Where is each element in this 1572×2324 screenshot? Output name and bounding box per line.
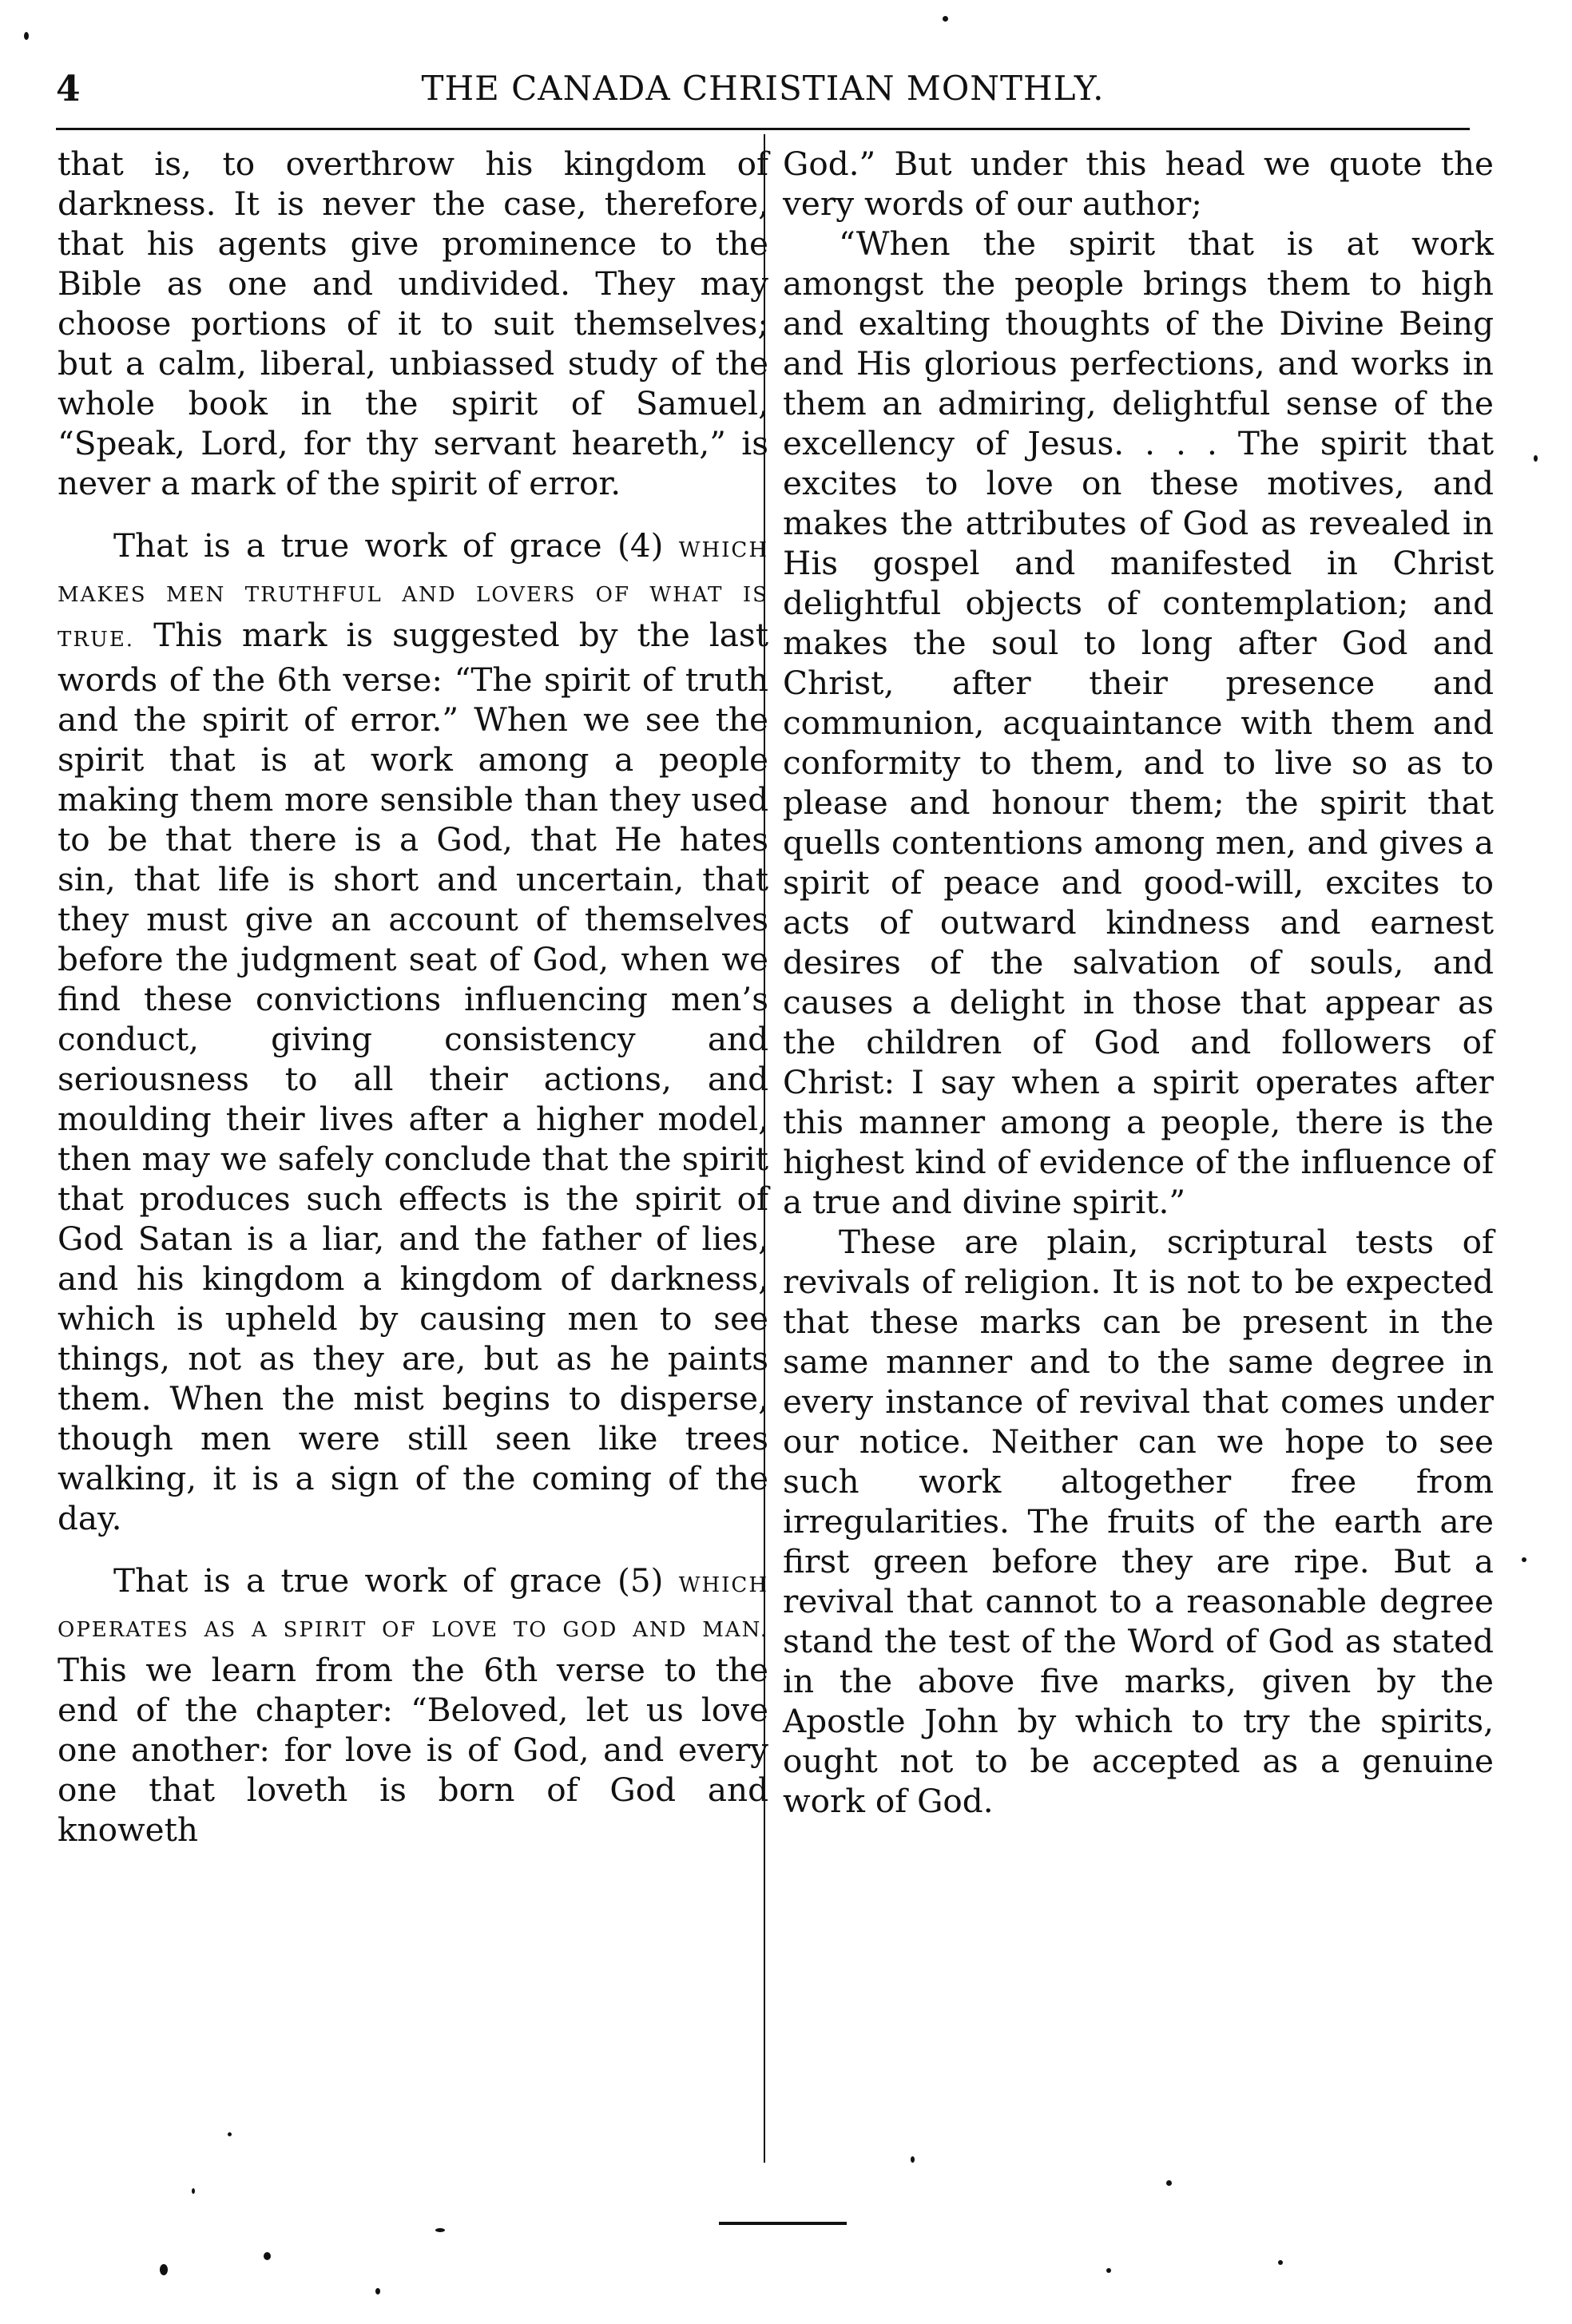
scan-speck bbox=[264, 2252, 271, 2260]
quoted-paragraph: “When the spirit that is at work amongst the people brings them to high and exalting thoughts of the Divine Being and His glorious perfections, and works in them an admiring, delightful sense of the excellency of Jesus. . . . The spirit that excites to love on these motives, and makes the attributes of God as revealed in His gospel and manifested in Christ delightful objects of contemplation; and makes the soul to long after God and Christ, after their presence and communion, acquaintance with them and conformity to them, and to live so as to please and honour them; the spirit that quells contentions among men, and gives a spirit of peace and good-will, excites to acts of outward kindness and earnest desires of the salvation of souls, and causes a delight in those that appear as the children of God and followers of Christ: I say when a spirit operates after this manner among a people, there is the highest kind of evidence of the influence of a true and divine spirit.” bbox=[783, 224, 1494, 1221]
scan-speck bbox=[1522, 1557, 1526, 1562]
running-title: THE CANADA CHRISTIAN MONTHLY. bbox=[421, 69, 1105, 108]
scan-speck bbox=[160, 2264, 168, 2275]
scan-speck bbox=[375, 2288, 380, 2294]
scan-speck bbox=[1534, 455, 1538, 462]
right-column bbox=[783, 144, 1494, 1821]
scan-speck bbox=[1166, 2180, 1172, 2186]
header-rule bbox=[56, 128, 1470, 130]
paragraph-4: God.” But under this head we quote the very words of our author; bbox=[783, 145, 1494, 223]
scan-speck bbox=[24, 32, 29, 40]
paragraph-3-body: This we learn from the 6th verse to the end of the chapter: “Beloved, let us love one another: for love is of God, and every one that loveth is born of God and knoweth bbox=[58, 1651, 768, 1849]
paragraph-2-lead: That is a true work of grace (4) bbox=[113, 526, 664, 565]
scan-speck bbox=[1106, 2268, 1111, 2273]
paragraph-2 bbox=[58, 525, 768, 1538]
page-number: 4 bbox=[56, 69, 81, 109]
scan-speck bbox=[911, 2156, 915, 2163]
scan-speck bbox=[192, 2188, 195, 2194]
paragraph-3-lead: That is a true work of grace (5) bbox=[113, 1561, 664, 1600]
scan-speck bbox=[435, 2228, 445, 2232]
paragraph-5: These are plain, scriptural tests of revivals of religion. It is not to be expected that these marks can be present in the same manner and to the same degree in every instance of revival that comes under our notice. Neither can we hope to see such work altogether free from irregularities. The fruits of the earth are first green before they are ripe. But a revival that cannot to a reasonable degree stand the test of the Word of God as stated in the above five marks, given by the Apostle John by which to try the spirits, ought not to be accepted as a genuine work of God. bbox=[783, 1223, 1494, 1820]
paragraph-2-heading: WHICH MAKES MEN TRUTHFUL AND LOVERS OF WHAT IS TRUE. bbox=[58, 538, 769, 652]
scan-speck bbox=[943, 16, 948, 22]
footer-rule bbox=[719, 2222, 847, 2225]
scan-speck bbox=[1278, 2260, 1283, 2265]
page-header bbox=[56, 69, 1470, 125]
column-divider bbox=[764, 134, 765, 2163]
paragraph-3-heading: WHICH OPERATES AS A SPIRIT OF LOVE TO GOD AND MAN. bbox=[58, 1573, 769, 1642]
scan-speck bbox=[228, 2132, 232, 2136]
paragraph-3 bbox=[58, 1561, 768, 1850]
left-column bbox=[58, 144, 768, 1850]
paragraph-2-body: This mark is suggested by the last words of the 6th verse: “The spirit of truth and the spirit of error.” When we see the spirit that is at work among a people making them more sensible than they used to be that there is a God, that He hates sin, that life is short and uncertain, that they must give an account of themselves before the judgment seat of God, when we find these convictions influencing men’s conduct, giving consistency and seriousness to all their actions, and moulding their lives after a higher model, then may we safely conclude that the spirit that produces such effects is the spirit of God Satan is a liar, and the father of lies, and his kingdom a kingdom of darkness, which is upheld by causing men to see things, not as they are, but as he paints them. When the mist begins to disperse, though men were still seen like trees walking, it is a sign of the coming of the day. bbox=[58, 616, 768, 1537]
paragraph-1: that is, to overthrow his kingdom of darkness. It is never the case, therefore, that his agents give prominence to the Bible as one and undivided. They may choose portions of it to suit themselves; but a calm, liberal, unbiassed study of the whole book in the spirit of Samuel, “Speak, Lord, for thy servant heareth,” is never a mark of the spirit of error. bbox=[58, 145, 768, 502]
